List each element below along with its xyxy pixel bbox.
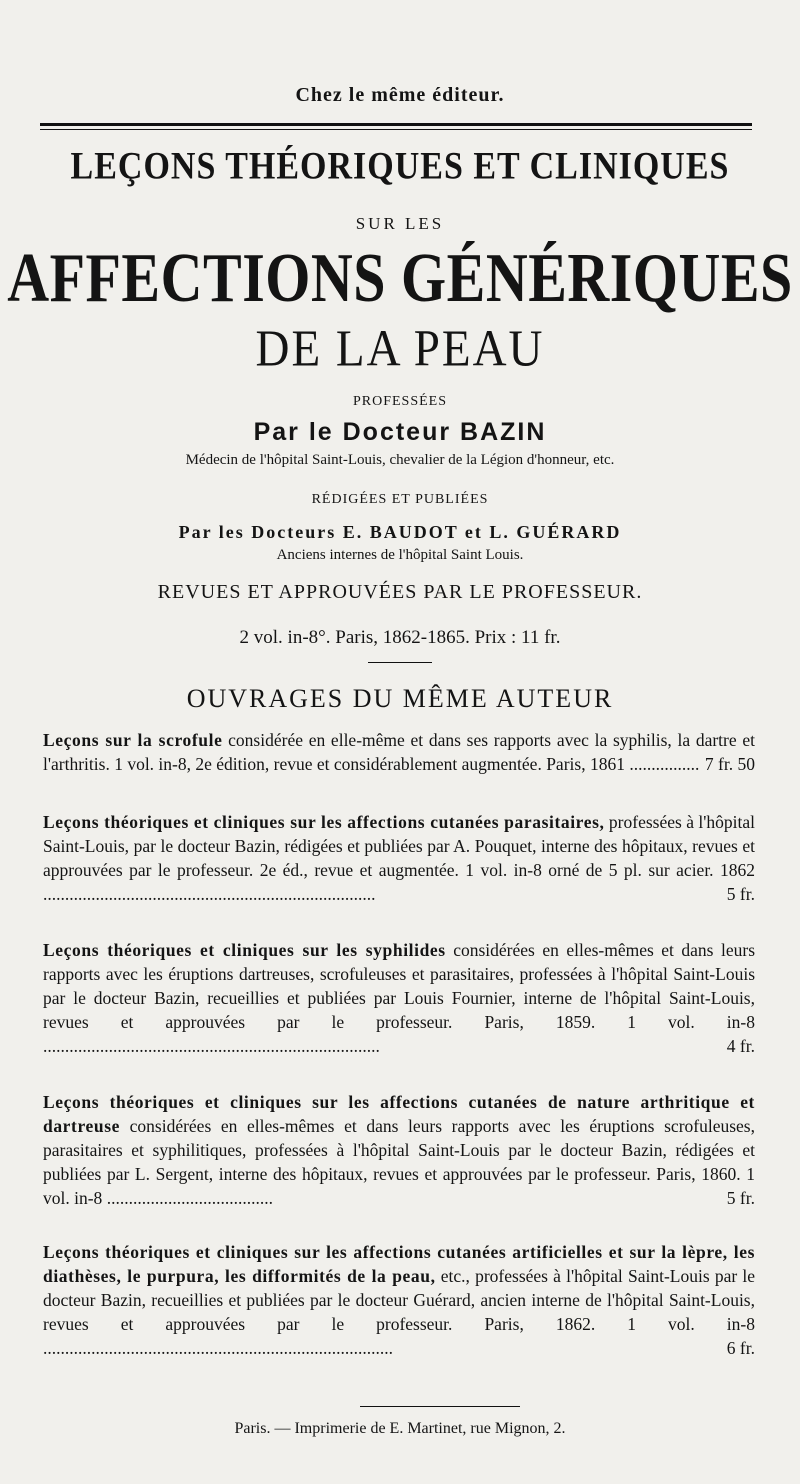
catalog-entry: Leçons théoriques et cliniques sur les syphilides considérées en elles-mêmes et dans leurs rapports avec les éruptions dartreuses, scrofuleuses et parasitaires, professées à l'hôpital Saint-Louis par le docteur Bazin, recueillies et publiées par Louis Fournier, interne de l'hôpital Saint-Louis, revues et approuvées par le professeur. Paris, 1859. 1 vol. in-8 ............................................................................. 4 fr. <box>43 940 756 1056</box>
redigees-label: RÉDIGÉES ET PUBLIÉES <box>311 492 489 507</box>
author-affiliation: Médecin de l'hôpital Saint-Louis, chevalier de la Légion d'honneur, etc. <box>185 452 615 468</box>
entry-title: Leçons sur la scrofule <box>43 730 223 750</box>
entry-body: professées à l'hôpital Saint-Louis, par le docteur Bazin, rédigées et publiées par A. Pouquet, interne des hôpitaux, revues et approuvées par le professeur. 2e éd., revue et augmentée. 1 vol. in-8 orné de 5 pl. sur acier. 1862 <box>43 812 756 880</box>
entry-price: 4 fr. <box>726 1036 755 1056</box>
section-title: OUVRAGES DU MÊME AUTEUR <box>186 684 614 713</box>
title-line-2: AFFECTIONS GÉNÉRIQUES <box>7 238 793 317</box>
publisher-line: Chez le même éditeur. <box>295 84 505 106</box>
author-line: Par le Docteur BAZIN <box>253 418 547 446</box>
printer-imprint: Paris. — Imprimerie de E. Martinet, rue Mignon, 2. <box>234 1420 566 1437</box>
header-rule-thin <box>40 129 752 130</box>
title-sur-les: SUR LES <box>355 214 445 233</box>
entry-title: Leçons théoriques et cliniques sur les affections cutanées de nature arthritique et dartreuse <box>43 1092 755 1136</box>
volume-info: 2 vol. in-8°. Paris, 1862-1865. Prix : 11 fr. <box>239 627 561 648</box>
catalog-entry: Leçons théoriques et cliniques sur les affections cutanées de nature arthritique et dartreuse considérées en elles-mêmes et dans leurs rapports avec les éruptions scrofuleuses, parasitaires et syphilitiques, professées à l'hôpital Saint-Louis par le docteur Bazin, rédigées et publiées par L. Sergent, interne des hôpitaux, revues et approuvées par le professeur. Paris, 1860. 1 vol. in-8 ...................................... 5 fr. <box>43 1092 755 1208</box>
revues-line: REVUES ET APPROUVÉES PAR LE PROFESSEUR. <box>157 581 643 603</box>
title-line-3: DE LA PEAU <box>255 320 545 378</box>
entry-price: 7 fr. 50 <box>704 754 755 774</box>
entry-body: considérées en elles-mêmes et dans leurs rapports avec les éruptions dartreuses, scrofuleuses et parasitaires, professées à l'hôpital Saint-Louis par le docteur Bazin, recueillies et publiées par Louis Fournier, interne de l'hôpital Saint-Louis, revues et approuvées par le professeur. Paris, 1859. 1 vol. in-8 <box>43 940 756 1032</box>
entry-price: 5 fr. <box>726 1188 755 1208</box>
footer-rule <box>360 1406 520 1407</box>
professees-label: PROFESSÉES <box>352 394 448 409</box>
entry-price: 5 fr. <box>726 884 755 904</box>
entry-title: Leçons théoriques et cliniques sur les affections cutanées artificielles et sur la lèpre, les diathèses, le purpura, les difformités de la peau, <box>43 1242 755 1286</box>
editors-affiliation: Anciens internes de l'hôpital Saint Louis. <box>276 547 524 563</box>
catalog-entry: Leçons théoriques et cliniques sur les affections cutanées artificielles et sur la lèpre, les diathèses, le purpura, les difformités de la peau, etc., professées à l'hôpital Saint-Louis par le docteur Bazin, recueillies et publiées par le docteur Guérard, ancien interne de l'hôpital Saint-Louis, revues et approuvées par le professeur. Paris, 1862. 1 vol. in-8 ................................................................................ 6 fr. <box>43 1242 755 1358</box>
entry-title: Leçons théoriques et cliniques sur les affections cutanées parasitaires, <box>43 812 605 832</box>
catalog-entry: Leçons théoriques et cliniques sur les affections cutanées parasitaires, professées à l'hôpital Saint-Louis, par le docteur Bazin, rédigées et publiées par A. Pouquet, interne des hôpitaux, revues et approuvées par le professeur. 2e éd., revue et augmentée. 1 vol. in-8 orné de 5 pl. sur acier. 1862 ............................................................................ 5 fr. <box>43 812 756 904</box>
section-divider <box>368 662 432 663</box>
entry-body: considérées en elles-mêmes et dans leurs rapports avec les éruptions scrofuleuses, parasitaires et syphilitiques, professées à l'hôpital Saint-Louis par le docteur Bazin, rédigées et publiées par L. Sergent, interne des hôpitaux, revues et approuvées par le professeur. Paris, 1860. 1 vol. in-8 <box>43 1116 755 1208</box>
header-rule-thick <box>40 123 752 126</box>
entry-title: Leçons théoriques et cliniques sur les syphilides <box>43 940 446 960</box>
entry-body: etc., professées à l'hôpital Saint-Louis par le docteur Bazin, recueillies et publiées par le docteur Guérard, ancien interne de l'hôpital Saint-Louis, revues et approuvées par le professeur. Paris, 1862. 1 vol. in-8 <box>43 1266 755 1334</box>
entry-body: considérée en elle-même et dans ses rapports avec la syphilis, la dartre et l'arthritis. 1 vol. in-8, 2e édition, revue et considérablement augmentée. Paris, 1861 <box>43 730 755 774</box>
editors-line: Par les Docteurs E. BAUDOT et L. GUÉRARD <box>178 522 622 542</box>
catalog-entry: Leçons sur la scrofule considérée en elle-même et dans ses rapports avec la syphilis, la dartre et l'arthritis. 1 vol. in-8, 2e édition, revue et considérablement augmentée. Paris, 1861 ................ 7 fr. 50 <box>43 730 755 774</box>
title-line-1: LEÇONS THÉORIQUES ET CLINIQUES <box>70 145 730 188</box>
entry-price: 6 fr. <box>726 1338 755 1358</box>
